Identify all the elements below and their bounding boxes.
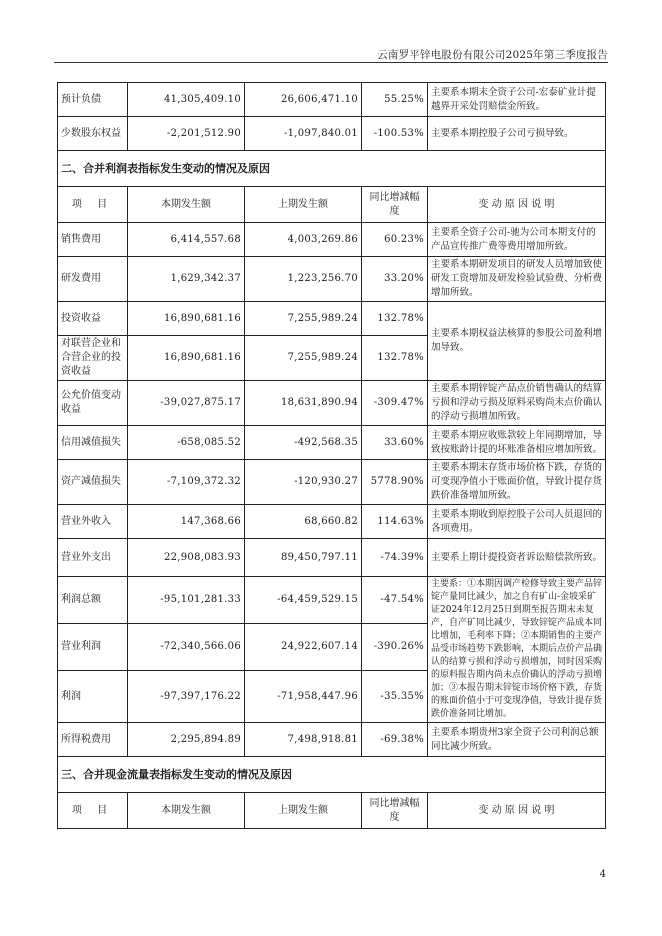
row-item: 研发费用 — [58, 257, 128, 302]
row-item: 所得税费用 — [58, 723, 128, 757]
current-amount: 2,295,894.89 — [128, 723, 245, 757]
row-item: 少数股东权益 — [58, 117, 128, 151]
change-reason: 主要系上期计提投资者诉讼赔偿款所致。 — [428, 539, 606, 577]
table-row — [58, 426, 606, 460]
change-percent: 132.78% — [362, 336, 428, 381]
previous-amount: 24,922,607.14 — [245, 624, 362, 671]
table-row — [58, 723, 606, 757]
table-row — [58, 381, 606, 426]
previous-amount: 18,631,890.94 — [245, 381, 362, 426]
previous-amount: 1,223,256.70 — [245, 257, 362, 302]
current-amount: 6,414,557.68 — [128, 223, 245, 257]
header-item: 项 目 — [58, 793, 128, 829]
row-item: 信用减值损失 — [58, 426, 128, 460]
previous-amount: -64,459,529.15 — [245, 577, 362, 624]
current-amount: 41,305,409.10 — [128, 83, 245, 117]
row-item: 营业外支出 — [58, 539, 128, 577]
table-header-row — [58, 187, 606, 223]
table-row — [58, 539, 606, 577]
change-reason: 主要系本期贵州3家全资子公司利润总额同比减少所致。 — [428, 723, 606, 757]
table-row — [58, 257, 606, 302]
change-percent: -47.54% — [362, 577, 428, 624]
previous-amount: 26,606,471.10 — [245, 83, 362, 117]
change-percent: -69.38% — [362, 723, 428, 757]
row-item: 资产减值损失 — [58, 460, 128, 505]
previous-amount: -492,568.35 — [245, 426, 362, 460]
change-reason: 主要系本期应收账款较上年同期增加，导致按账龄计提的坏账准备相应增加所致。 — [428, 426, 606, 460]
header-current: 本期发生额 — [128, 793, 245, 829]
row-item: 投资收益 — [58, 302, 128, 336]
row-item: 销售费用 — [58, 223, 128, 257]
current-amount: -95,101,281.33 — [128, 577, 245, 624]
previous-amount: -71,958,447.96 — [245, 671, 362, 723]
row-item: 对联营企业和合营企业的投资收益 — [58, 336, 128, 381]
table-row — [58, 460, 606, 505]
change-percent: 33.20% — [362, 257, 428, 302]
current-amount: -97,397,176.22 — [128, 671, 245, 723]
section-title-cashflow: 三、合并现金流量表指标发生变动的情况及原因 — [58, 757, 606, 793]
change-reason: 主要系本期锌锭产品点价销售确认的结算亏损和浮动亏损及原料采购尚未点价确认的浮动亏损增加所致。 — [428, 381, 606, 426]
current-amount: -72,340,566.06 — [128, 624, 245, 671]
current-amount: -39,027,875.17 — [128, 381, 245, 426]
table-header-row — [58, 793, 606, 829]
current-amount: 16,890,681.16 — [128, 302, 245, 336]
change-percent: -390.26% — [362, 624, 428, 671]
row-item: 营业利润 — [58, 624, 128, 671]
change-reason: 主要系本期控股子公司亏损导致。 — [428, 117, 606, 151]
previous-amount: 7,255,989.24 — [245, 336, 362, 381]
financial-change-table — [57, 82, 606, 829]
change-percent: -74.39% — [362, 539, 428, 577]
change-reason: 主要系：①本期因调产检修导致主要产品锌锭产量同比减少，加之自有矿山-金坡采矿证2024年12月25日到期至报告期末未复产，自产矿同比减少，导致锌锭产品成本同比增加，毛利率下降；②本期销售的主要产品受市场趋势下跌影响，本期后点价产品确认的结算亏损和浮动亏损增加，同时因采购的原料报告期内尚未点价确认的浮动亏损增加；③本报告期末锌锭市场价格下跌，存货的账面价值小于可变现净值，导致计提存货跌价准备同比增加。 — [428, 577, 606, 723]
change-percent: 60.23% — [362, 223, 428, 257]
previous-amount: 68,660.82 — [245, 505, 362, 539]
change-percent: 114.63% — [362, 505, 428, 539]
header-current: 本期发生额 — [128, 187, 245, 223]
previous-amount: 89,450,797.11 — [245, 539, 362, 577]
change-percent: 55.25% — [362, 83, 428, 117]
current-amount: -2,201,512.90 — [128, 117, 245, 151]
change-percent: 33.60% — [362, 426, 428, 460]
table-row — [58, 117, 606, 151]
row-item: 营业外收入 — [58, 505, 128, 539]
header-divider — [54, 62, 608, 63]
change-reason: 主要系本期权益法核算的参股公司盈利增加导致。 — [428, 302, 606, 381]
table-row — [58, 83, 606, 117]
current-amount: 147,368.66 — [128, 505, 245, 539]
header-change: 同比增减幅度 — [362, 187, 428, 223]
row-item: 利润总额 — [58, 577, 128, 624]
row-item: 利润 — [58, 671, 128, 723]
header-reason: 变 动 原 因 说 明 — [428, 187, 606, 223]
current-amount: 1,629,342.37 — [128, 257, 245, 302]
change-reason: 主要系本期末存货市场价格下跌，存货的可变现净值小于账面价值，导致计提存货跌价准备增加所致。 — [428, 460, 606, 505]
header-previous: 上期发生额 — [245, 187, 362, 223]
header-change: 同比增减幅度 — [362, 793, 428, 829]
header-previous: 上期发生额 — [245, 793, 362, 829]
previous-amount: -120,930.27 — [245, 460, 362, 505]
section-title-income: 二、合并利润表指标发生变动的情况及原因 — [58, 151, 606, 187]
section-title-row — [58, 757, 606, 793]
change-reason: 主要系本期末全资子公司-宏泰矿业计提越界开采处罚赔偿金所致。 — [428, 83, 606, 117]
previous-amount: -1,097,840.01 — [245, 117, 362, 151]
table-row — [58, 505, 606, 539]
current-amount: -7,109,372.32 — [128, 460, 245, 505]
section-title-row — [58, 151, 606, 187]
table-row — [58, 223, 606, 257]
row-item: 预计负债 — [58, 83, 128, 117]
header-reason: 变 动 原 因 说 明 — [428, 793, 606, 829]
header-item: 项 目 — [58, 187, 128, 223]
table-row — [58, 302, 606, 336]
change-percent: -309.47% — [362, 381, 428, 426]
change-percent: -100.53% — [362, 117, 428, 151]
change-percent: -35.35% — [362, 671, 428, 723]
change-percent: 132.78% — [362, 302, 428, 336]
previous-amount: 7,255,989.24 — [245, 302, 362, 336]
current-amount: -658,085.52 — [128, 426, 245, 460]
table-row — [58, 577, 606, 624]
page-number: 4 — [599, 869, 606, 880]
report-header-title: 云南罗平锌电股份有限公司2025年第三季度报告 — [377, 49, 608, 61]
row-item: 公允价值变动收益 — [58, 381, 128, 426]
change-percent: 5778.90% — [362, 460, 428, 505]
previous-amount: 4,003,269.86 — [245, 223, 362, 257]
change-reason: 主要系全资子公司-驰为公司本期支付的产品宣传推广费等费用增加所致。 — [428, 223, 606, 257]
current-amount: 16,890,681.16 — [128, 336, 245, 381]
previous-amount: 7,498,918.81 — [245, 723, 362, 757]
current-amount: 22,908,083.93 — [128, 539, 245, 577]
change-reason: 主要系本期收到原控股子公司人员退回的各项费用。 — [428, 505, 606, 539]
change-reason: 主要系本期研发项目的研发人员增加致使研发工资增加及研发检验试验费、分析费增加所致。 — [428, 257, 606, 302]
